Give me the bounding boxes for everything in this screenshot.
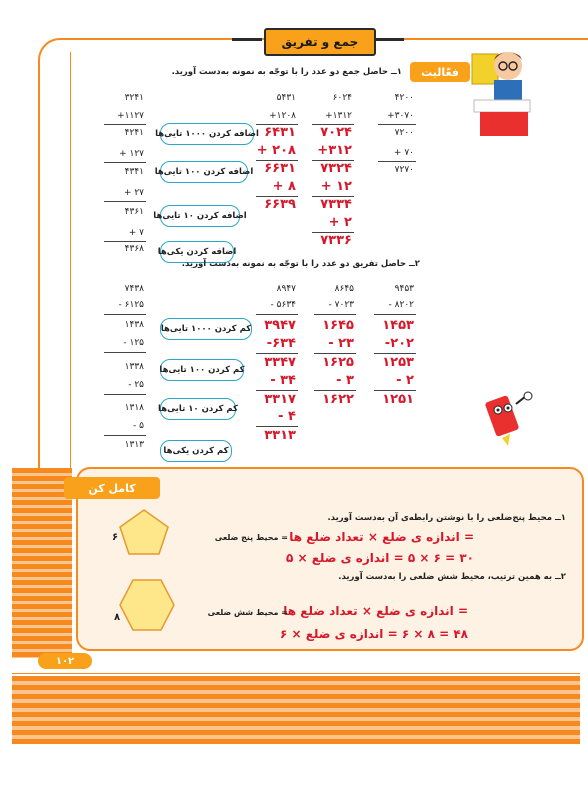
p2-b-s1: -۶۳۴	[266, 336, 296, 351]
page-title: جمع و تفریق	[281, 35, 359, 49]
page-number-badge	[38, 653, 92, 669]
pencil-mascot	[476, 390, 536, 448]
p1-c-s1: ۴۲۴۱	[124, 128, 144, 138]
p2-c-s3: - ۵	[133, 421, 144, 431]
p1-bubble-ones: اضافه کردن یکی‌ها	[160, 241, 234, 263]
p2-c-line3	[104, 394, 146, 395]
p2-b-line2	[256, 353, 298, 354]
p1-b-s1: ۶۴۳۱	[264, 125, 296, 140]
p2-b-s3: - ۴	[278, 409, 296, 424]
p1-b-a2: + ۸	[272, 179, 296, 194]
hexagon-side-label: ۸	[114, 612, 121, 623]
p2-a-line3	[314, 390, 356, 391]
part1-instruction: ۱ــ حاصل جمع دو عدد را با توجّه به نمونه به‌دست آورید.	[171, 67, 402, 77]
complete-tab	[64, 477, 160, 499]
p2-example-line1	[374, 314, 416, 315]
p2-b-s2: - ۳۴	[270, 373, 296, 388]
p1-a-a1: +۳۱۲	[317, 143, 352, 158]
p2-b-line1	[256, 314, 298, 315]
p2-c-s1: - ۱۲۵	[123, 338, 144, 348]
p1-c-a1: + ۱۲۷	[119, 149, 144, 159]
title-bar-right	[374, 38, 404, 41]
left-vertical-rule	[70, 52, 71, 472]
part2-instruction: ۲ــ حاصل تفریق دو عدد را با توجّه به نمونه به‌دست آورید.	[181, 259, 420, 269]
p1-a-s2: ۷۳۲۴	[320, 161, 352, 176]
p1-bubble-tens: اضافه کردن ۱۰ تایی‌ها	[160, 205, 240, 227]
p1-b-a1: + ۲۰۸	[256, 143, 296, 158]
p1-c-line3	[104, 201, 146, 202]
p1-c-add: +۱۱۲۷	[117, 111, 144, 121]
p2-example-r3: ۱۲۵۱	[382, 392, 414, 407]
p2-example-r1: ۱۴۵۳	[382, 318, 414, 333]
p1-a-s3: ۷۳۳۴	[320, 197, 352, 212]
title-banner	[264, 28, 376, 56]
activity-label: فعّالیت	[421, 65, 459, 79]
boy-illustration	[470, 44, 534, 136]
p1-c-top: ۳۲۴۱	[124, 93, 144, 103]
p2-a-r3: ۱۶۲۲	[322, 392, 354, 407]
p2-b-top: ۸۹۴۷	[276, 284, 296, 294]
p2-bubble-ones: کم کردن یکی‌ها	[160, 440, 232, 462]
p1-c-s3: ۴۳۶۱	[124, 207, 144, 217]
p1-example-line1	[378, 124, 416, 125]
complete-q2: ۲ــ به همین ترتیب، محیط شش ضلعی را به‌دست آورید.	[338, 572, 566, 582]
p2-example-line3	[374, 390, 416, 391]
p2-c-sub: - ۶۱۲۵	[118, 300, 144, 310]
p2-c-line1	[104, 314, 146, 315]
p2-example-sub: - ۸۲۰۲	[388, 300, 414, 310]
p2-a-sub: - ۷۰۲۳	[328, 300, 354, 310]
p1-a-top: ۶۰۲۴	[332, 93, 352, 103]
pentagon-shape	[118, 508, 170, 556]
p2-bubble-hundreds: کم کردن ۱۰۰ تایی‌ها	[160, 359, 244, 381]
complete-q1-ans1: = اندازه ی ضلع × تعداد ضلع ها	[289, 530, 474, 544]
p2-b-r3: ۳۳۱۷	[264, 392, 296, 407]
p1-example-add2: + ۷۰	[393, 148, 414, 158]
p2-c-r1: ۱۴۳۸	[124, 320, 144, 330]
p1-b-top: ۵۴۳۱	[276, 93, 296, 103]
activity-tab	[410, 62, 470, 82]
p2-c-r3: ۱۳۱۸	[124, 403, 144, 413]
p2-c-s2: - ۲۵	[128, 380, 144, 390]
p2-b-r2: ۳۳۴۷	[264, 355, 296, 370]
p1-bubble-thousands: اضافه کردن ۱۰۰۰ تایی‌ها	[160, 123, 254, 145]
p2-example-s2: - ۲	[396, 373, 414, 388]
p1-a-s1: ۷۰۲۴	[320, 125, 352, 140]
p1-c-a3: + ۷	[128, 228, 144, 238]
p2-c-line4	[104, 435, 146, 436]
p1-a-add: +۱۳۱۲	[325, 111, 352, 121]
p2-example-top: ۹۴۵۳	[394, 284, 414, 294]
p1-example-r1: ۷۲۰۰	[394, 128, 414, 138]
complete-q2-label: = محیط شش ضلعی	[207, 608, 288, 617]
p1-c-s4: ۴۳۶۸	[124, 244, 144, 254]
p2-a-s2: - ۳	[336, 373, 354, 388]
bottom-stripes	[12, 676, 580, 744]
complete-q1-label: = محیط پنج ضلعی	[214, 533, 288, 542]
p1-c-line4	[104, 241, 146, 242]
bottom-rule	[12, 673, 580, 674]
p1-b-s3: ۶۶۳۹	[264, 197, 296, 212]
page-number: ۱۰۲	[55, 655, 75, 667]
p2-c-r4: ۱۳۱۳	[124, 440, 144, 450]
p2-a-top: ۸۶۴۵	[334, 284, 354, 294]
p2-b-sub: - ۵۶۳۴	[270, 300, 296, 310]
p2-b-r1: ۳۹۴۷	[264, 318, 296, 333]
p1-c-a2: + ۲۷	[123, 188, 144, 198]
p1-c-s2: ۴۳۴۱	[124, 167, 144, 177]
p1-a-s4: ۷۳۳۶	[320, 233, 352, 248]
complete-q1-ans2: ۳۰ = ۶ × ۵ = اندازه ی ضلع × ۵	[285, 551, 474, 565]
p1-b-add: +۱۲۰۸	[269, 111, 296, 121]
p2-bubble-tens: کم کردن ۱۰ تایی‌ها	[160, 398, 236, 420]
p2-c-top: ۷۴۳۸	[124, 284, 144, 294]
p1-example-add: +۳۰۷۰	[387, 111, 414, 121]
p1-c-line1	[104, 124, 146, 125]
hexagon-shape	[118, 578, 176, 632]
p2-example-line2	[374, 353, 416, 354]
p2-example-s1: -۲۰۲	[384, 336, 414, 351]
p1-a-a2: + ۱۲	[320, 179, 352, 194]
p2-b-line4	[256, 426, 298, 427]
p1-example-r2: ۷۲۷۰	[394, 165, 414, 175]
p2-bubble-thousands: کم کردن ۱۰۰۰ تایی‌ها	[160, 318, 252, 340]
complete-q2-ans1: = اندازه ی ضلع × تعداد ضلع ها	[283, 604, 468, 618]
p1-example-line2	[378, 161, 416, 162]
complete-q2-ans2: ۴۸ = ۸ × ۶ = اندازه ی ضلع × ۶	[279, 627, 468, 641]
complete-q1: ۱ــ محیط پنج‌ضلعی را با نوشتن رابطه‌ی آن به‌دست آورید.	[327, 513, 566, 523]
p1-example-top: ۴۲۰۰	[394, 93, 414, 103]
p2-b-r4: ۳۳۱۳	[264, 428, 296, 443]
title-bar-left	[232, 38, 262, 41]
p2-a-s1: - ۲۳	[328, 336, 354, 351]
p2-c-r2: ۱۳۳۸	[124, 362, 144, 372]
side-orange-block	[12, 468, 72, 658]
p1-b-s2: ۶۶۳۱	[264, 161, 296, 176]
p2-c-line2	[104, 352, 146, 353]
p1-c-line2	[104, 162, 146, 163]
p2-a-r1: ۱۶۴۵	[322, 318, 354, 333]
p2-a-r2: ۱۶۲۵	[322, 355, 354, 370]
p1-a-a3: + ۲	[328, 215, 352, 230]
complete-label: کامل کن	[88, 481, 136, 495]
p2-example-r2: ۱۲۵۳	[382, 355, 414, 370]
pentagon-side-label: ۶	[112, 532, 119, 543]
p2-b-line3	[256, 390, 298, 391]
p1-bubble-hundreds: اضافه کردن ۱۰۰ تایی‌ها	[160, 161, 248, 183]
p2-a-line1	[314, 314, 356, 315]
p2-a-line2	[314, 353, 356, 354]
